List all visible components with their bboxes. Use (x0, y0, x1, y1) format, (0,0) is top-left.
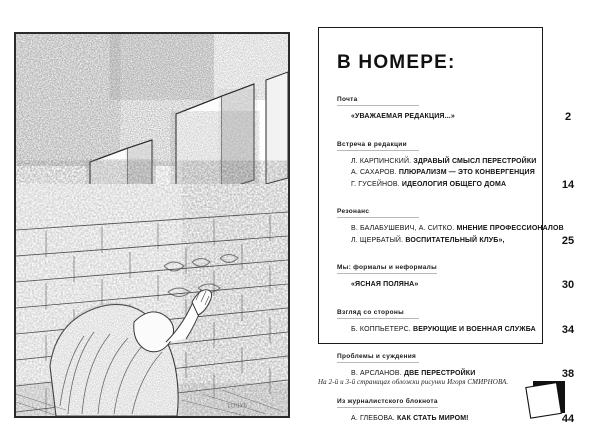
toc-entry-page: 34 (561, 323, 575, 336)
toc-entry-author: Б. КОППЬЕТЕРС. (351, 325, 411, 333)
toc-entry-page: 2 (564, 111, 572, 123)
toc-entry-author: А. ГЛЕБОВА. (351, 414, 395, 422)
toc-entry-title: ПЛЮРАЛИЗМ — ЭТО КОНВЕРГЕНЦИЯ (398, 169, 535, 176)
toc-entry-author: Г. ГУСЕЙНОВ. (351, 180, 400, 188)
toc-group-label: Проблемы и суждения (337, 353, 419, 363)
toc-group-label: Резонанс (337, 208, 419, 218)
toc-entry-author: А. САХАРОВ. (351, 169, 397, 176)
toc-entry[interactable] (318, 156, 600, 168)
toc-entry-author: Л. ЩЕРБАТЫЙ. (351, 236, 404, 244)
toc-entry-page: 14 (561, 178, 575, 191)
toc-group (318, 256, 600, 291)
toc-entry-page: 25 (561, 234, 575, 247)
toc-group-entries (318, 279, 600, 291)
toc-group (318, 301, 600, 336)
illustration-artwork (16, 34, 288, 416)
toc-entry-title: ВОСПИТАТЕЛЬНЫЙ КЛУБ», (405, 236, 505, 244)
toc-entry-page: 30 (561, 279, 575, 291)
toc-entry-title: ВЕРУЮЩИЕ И ВОЕННАЯ СЛУЖБА (413, 325, 536, 333)
toc-group-label: Почта (337, 96, 419, 106)
toc-entry[interactable] (318, 111, 600, 123)
toc-group-entries (318, 156, 600, 191)
toc-entry-title: «УВАЖАЕМАЯ РЕДАКЦИЯ...» (351, 113, 455, 120)
toc-group-label: Из журналистского блокнота (337, 398, 438, 408)
toc-entry-title: МНЕНИЕ ПРОФЕССИОНАЛОВ (456, 225, 564, 232)
toc-entry[interactable] (318, 223, 600, 235)
toc-group-entries (318, 223, 600, 246)
toc-entry[interactable] (318, 324, 600, 336)
publisher-logo-icon (523, 373, 573, 423)
toc-group-label: Мы: формалы и неформалы (337, 264, 437, 274)
toc-group (318, 200, 600, 246)
toc-entry[interactable] (318, 179, 600, 191)
toc-group-entries (318, 111, 600, 123)
toc-entry[interactable] (318, 167, 600, 179)
toc-entry-text (351, 167, 600, 179)
toc-entry-text (351, 223, 600, 235)
toc-heading: В НОМЕРЕ: (337, 52, 456, 73)
toc-entry-author: В. БАЛАБУШЕВИЧ, А. СИТКО. (351, 225, 455, 232)
toc-group (318, 88, 600, 123)
toc-entry-page: 44 (561, 412, 575, 425)
toc-entry[interactable] (318, 235, 600, 247)
cover-credit-note: На 2-й и 3-й страницах обложки рисунки Игоря СМИРНОВА. (318, 378, 509, 386)
toc-group-label: Встреча в редакции (337, 141, 419, 151)
artist-signature: ГОЛУБ (227, 402, 248, 410)
cover-illustration (14, 32, 290, 418)
toc-entry-title: ИДЕОЛОГИЯ ОБЩЕГО ДОМА (401, 180, 507, 188)
toc-group (318, 133, 600, 191)
toc-entry-page: 38 (561, 368, 575, 380)
toc-entry-title: КАК СТАТЬ МИРОМ! (397, 414, 469, 422)
toc-entry[interactable] (318, 279, 600, 291)
toc-entry-author: В. АРСЛАНОВ. (351, 370, 402, 377)
toc-entry-title: ЗДРАВЫЙ СМЫСЛ ПЕРЕСТРОЙКИ (413, 157, 537, 165)
toc-entry-title: ДВЕ ПЕРЕСТРОЙКИ (403, 370, 476, 377)
toc-entry-text (351, 156, 600, 168)
toc-entry-author: Л. КАРПИНСКИЙ. (351, 157, 412, 165)
toc-group-label: Взгляд со стороны (337, 309, 419, 319)
toc-entry-title: «ЯСНАЯ ПОЛЯНА» (351, 281, 419, 288)
toc-group-entries (318, 324, 600, 336)
